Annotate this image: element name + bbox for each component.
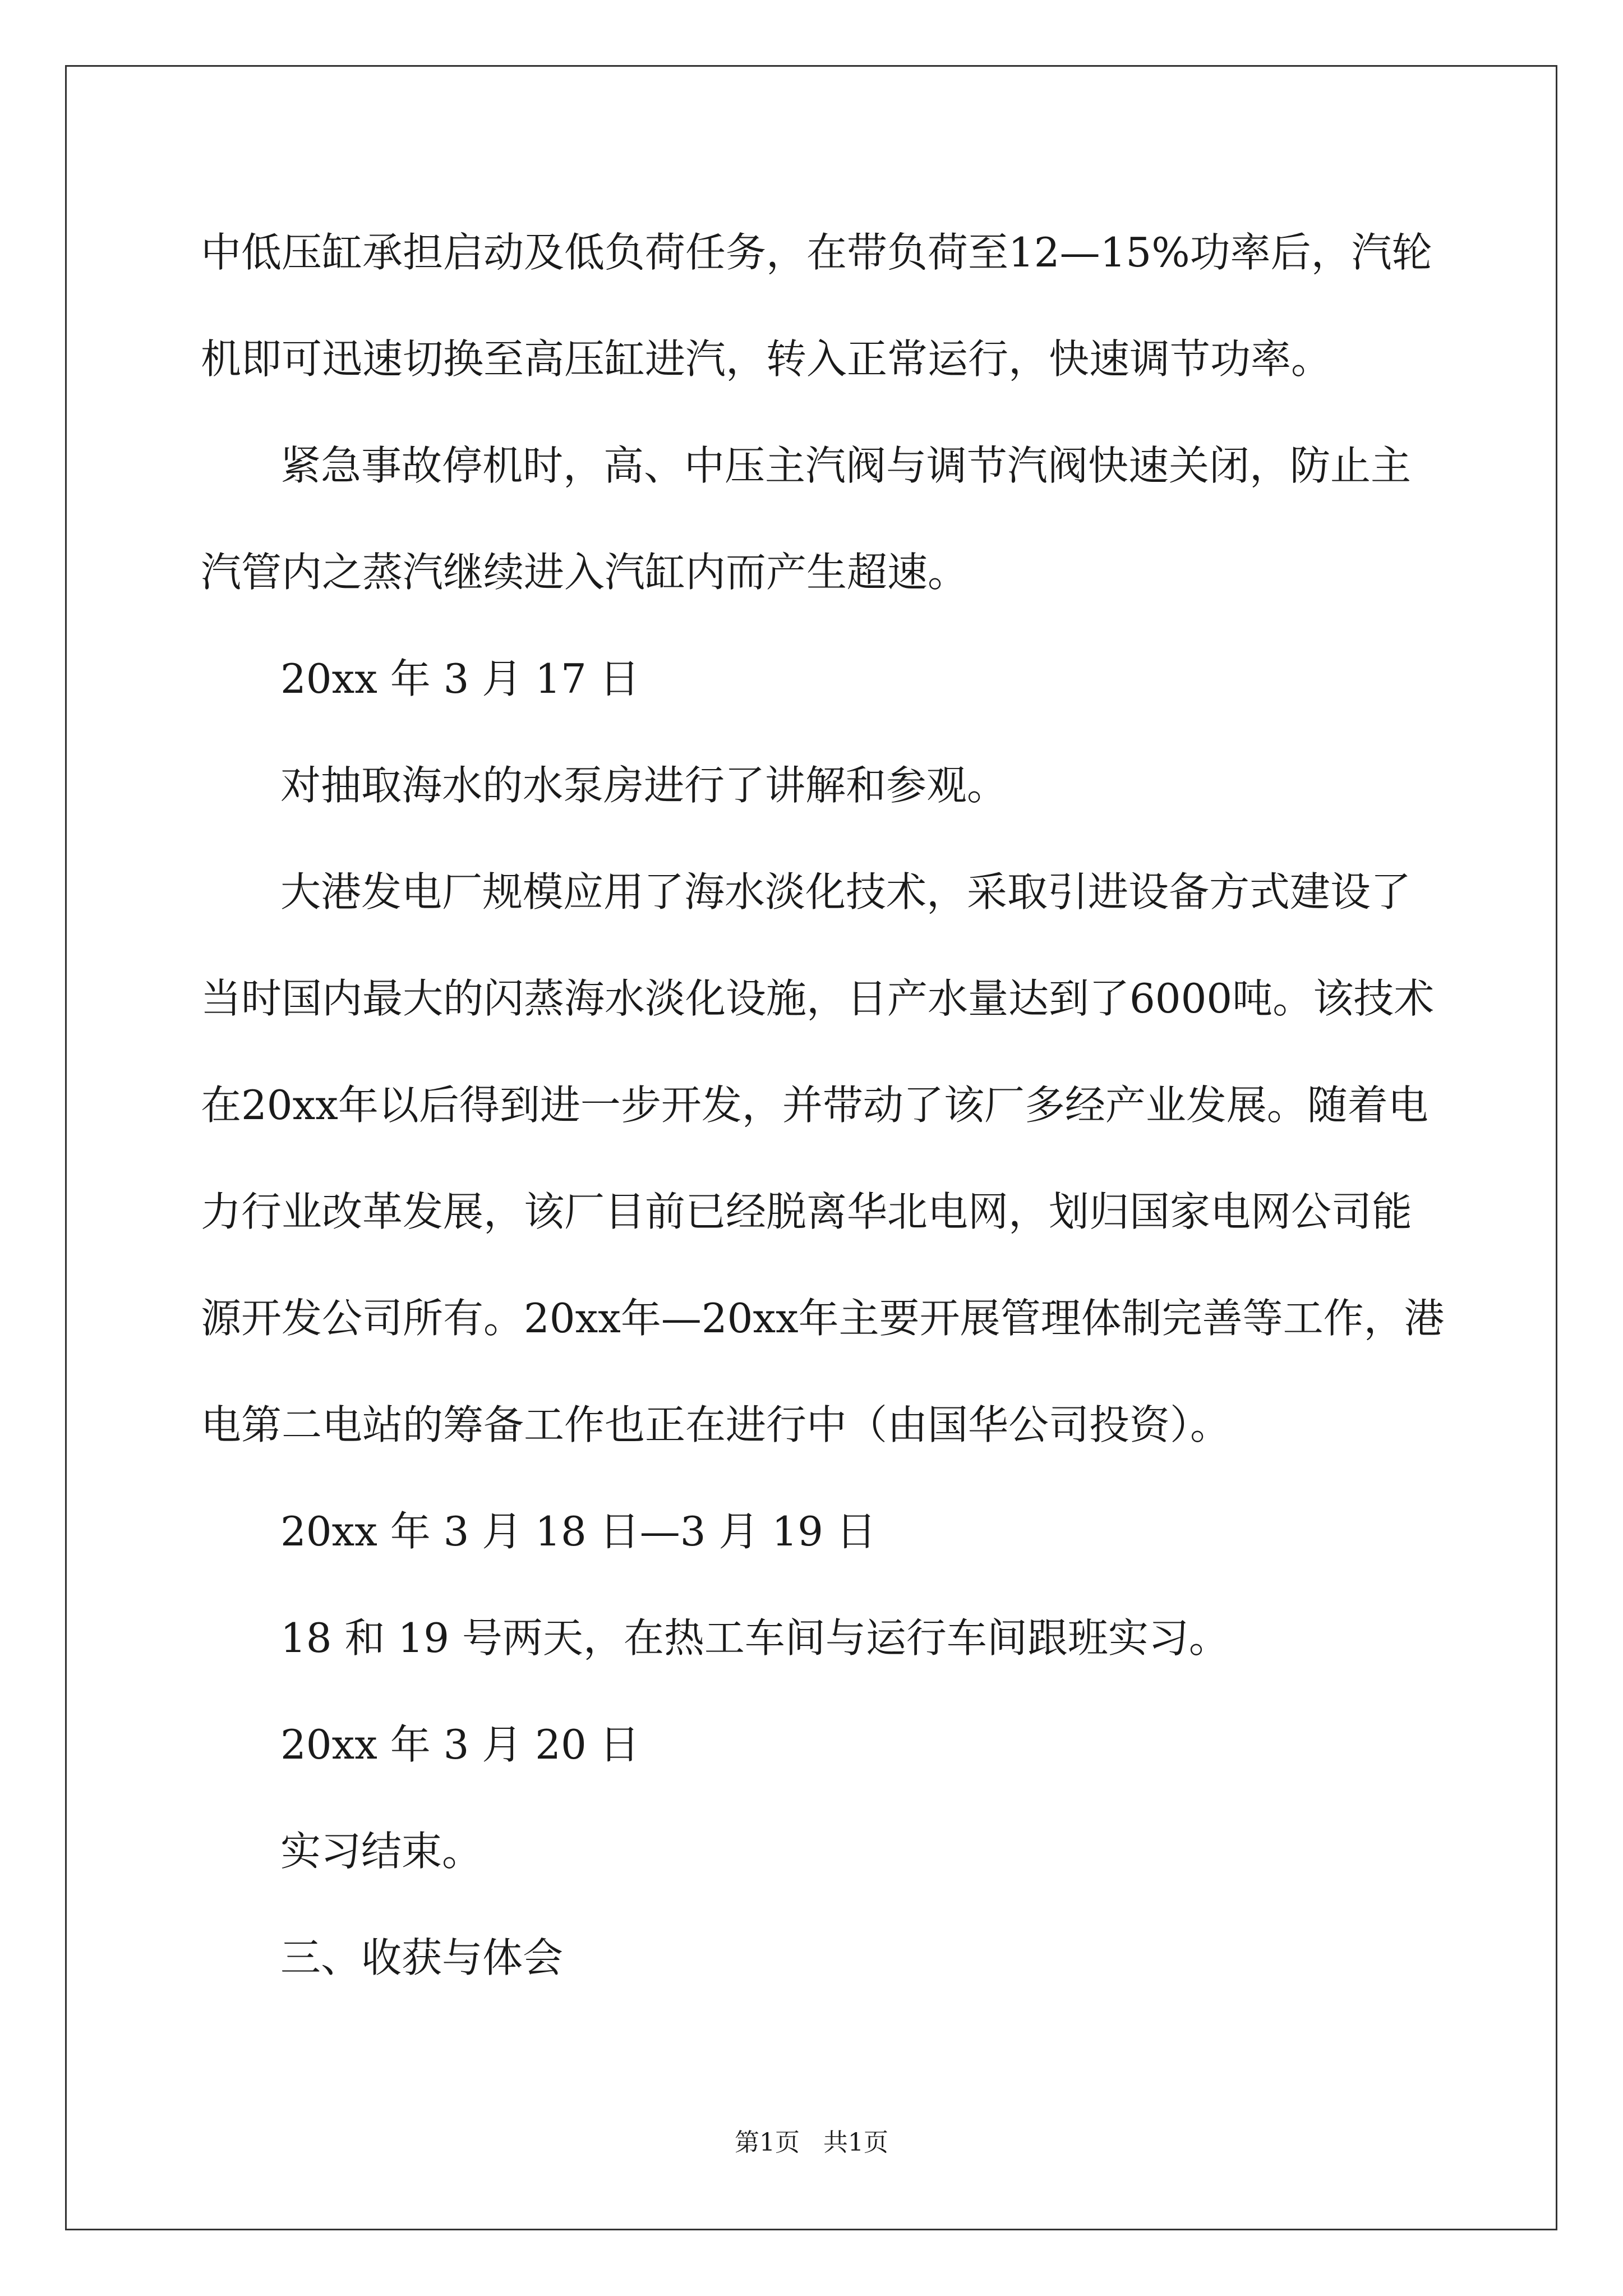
body-line-9: 在20xx年以后得到进一步开发，并带动了该厂多经产业发展。随着电 <box>201 1082 1428 1129</box>
body-line-4: 汽管内之蒸汽继续进入汽缸内而产生超速。 <box>201 549 969 596</box>
body-line-1: 中低压缸承担启动及低负荷任务，在带负荷至12—15%功率后，汽轮 <box>201 229 1432 276</box>
body-line-16: 实习结束。 <box>280 1828 483 1875</box>
body-line-3: 紧急事故停机时，高、中压主汽阀与调节汽阀快速关闭，防止主 <box>280 442 1412 489</box>
body-line-6: 对抽取海水的水泵房进行了讲解和参观。 <box>280 762 1008 809</box>
body-line-2: 机即可迅速切换至高压缸进汽，转入正常运行，快速调节功率。 <box>201 335 1332 383</box>
body-line-8: 当时国内最大的闪蒸海水淡化设施，日产水量达到了6000吨。该技术 <box>201 975 1435 1022</box>
body-line-10: 力行业改革发展，该厂目前已经脱离华北电网，划归国家电网公司能 <box>201 1188 1413 1235</box>
date-heading-0318: 20xx 年 3 月 18 日—3 月 19 日 <box>280 1508 877 1555</box>
body-line-7: 大港发电厂规模应用了海水淡化技术，采取引进设备方式建设了 <box>280 868 1412 915</box>
date-heading-0317: 20xx 年 3 月 17 日 <box>280 655 640 702</box>
page-total: 共1页 <box>823 2128 888 2157</box>
body-line-11: 源开发公司所有。20xx年—20xx年主要开展管理体制完善等工作，港 <box>201 1295 1445 1342</box>
body-line-14: 18 和 19 号两天，在热工车间与运行车间跟班实习。 <box>280 1614 1229 1662</box>
page-border <box>65 65 1557 2230</box>
section-heading: 三、收获与体会 <box>280 1934 564 1981</box>
body-line-12: 电第二电站的筹备工作也正在进行中（由国华公司投资）。 <box>201 1401 1231 1448</box>
page-footer <box>0 2126 1623 2160</box>
date-heading-0320: 20xx 年 3 月 20 日 <box>280 1721 640 1768</box>
page-number: 第1页 <box>735 2128 800 2157</box>
